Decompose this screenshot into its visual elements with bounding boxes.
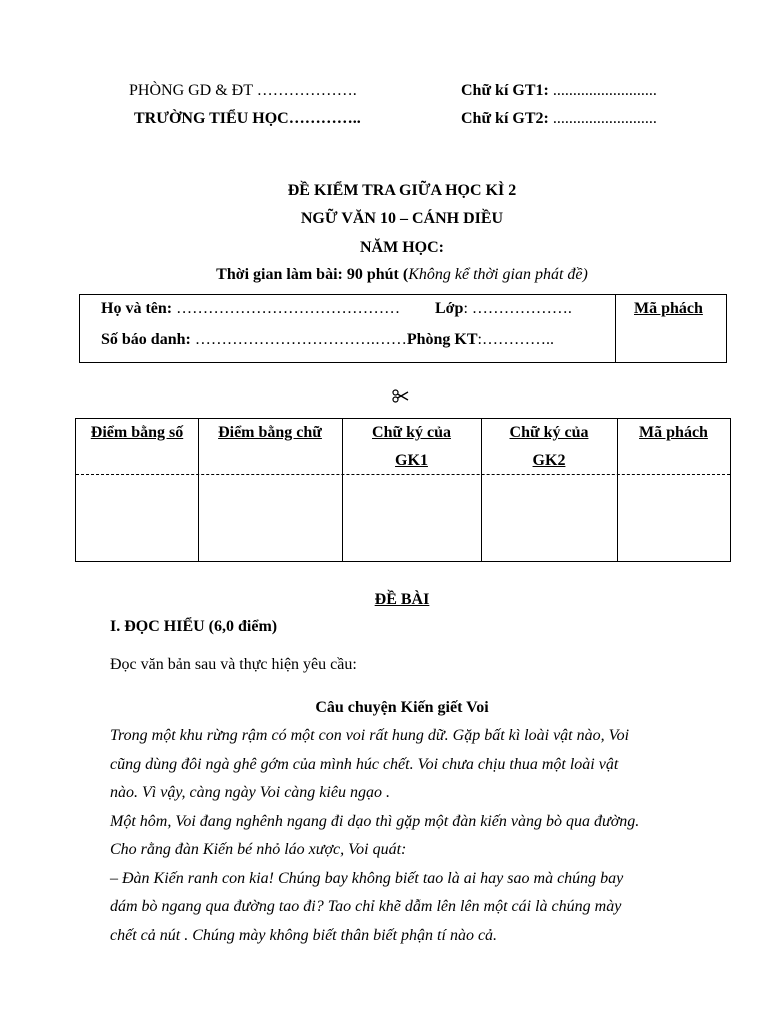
candidate-number-field: Số báo danh: …………………………….……Phòng KT:…………..	[101, 331, 554, 348]
student-info-box	[79, 294, 727, 363]
story-line: dám bò ngang qua đường tao đi? Tao chỉ khẽ dẫm lên lên một cái là chúng mày	[110, 898, 622, 915]
story-line: chết cả nút . Chúng mày không biết thân biết phận tí nào cả.	[110, 926, 498, 944]
school-line: TRƯỜNG TIỂU HỌC…………..	[134, 110, 361, 127]
story-text	[110, 722, 710, 950]
header-score-words: Điểm bằng chữ	[218, 424, 322, 441]
story-title: Câu chuyện Kiến giết Voi	[315, 699, 489, 716]
class-field: Lớp: ……………….	[435, 300, 572, 317]
subject-line: NGỮ VĂN 10 – CÁNH DIỀU	[300, 210, 504, 227]
part1-title: I. ĐỌC HIỂU (6,0 điểm)	[110, 618, 278, 635]
instruction: Đọc văn bản sau và thực hiện yêu cầu:	[110, 656, 357, 673]
story-line: cũng dùng đôi ngà ghê gớm của mình húc chết. Voi chưa chịu thua một loài vật	[110, 755, 619, 773]
name-field: Họ và tên: ……………………………………	[101, 300, 401, 317]
header-grader1-signature: Chữ ký của GK1	[372, 424, 451, 469]
story-line: Trong một khu rừng rậm có một con voi rất hung dữ. Gặp bất kì loài vật nào, Voi	[110, 727, 630, 744]
scissors-icon	[392, 389, 410, 408]
section-title: ĐỀ BÀI	[374, 591, 430, 608]
story-line: – Đàn Kiến ranh con kia! Chúng bay không biết tao là ai hay sao mà chúng bay	[110, 869, 624, 887]
exam-title: ĐỀ KIỂM TRA GIỮA HỌC KÌ 2	[287, 182, 517, 199]
examiner1-signature: Chữ kí GT1: ..........................	[461, 82, 657, 99]
story-line: nào. Vì vậy, càng ngày Voi càng kiêu ngạo .	[110, 784, 390, 801]
header-score-number: Điểm bằng số	[90, 424, 184, 441]
header-grader2-signature: Chữ ký của GK2	[509, 424, 589, 469]
examiner2-signature: Chữ kí GT2: ..........................	[461, 110, 657, 127]
department-line: PHÒNG GD & ĐT ……………….	[129, 82, 357, 99]
story-line: Cho rằng đàn Kiến bé nhỏ láo xược, Voi quát:	[110, 841, 407, 858]
story-line: Một hôm, Voi đang nghênh ngang đi dạo thì gặp một đàn kiến vàng bò qua đường.	[110, 812, 640, 830]
code-label: Mã phách	[634, 300, 703, 317]
score-table	[75, 418, 731, 562]
time-line: Thời gian làm bài: 90 phút (Không kể thời gian phát đề)	[216, 266, 588, 283]
header-code: Mã phách	[639, 424, 708, 441]
school-year: NĂM HỌC:	[360, 239, 444, 256]
